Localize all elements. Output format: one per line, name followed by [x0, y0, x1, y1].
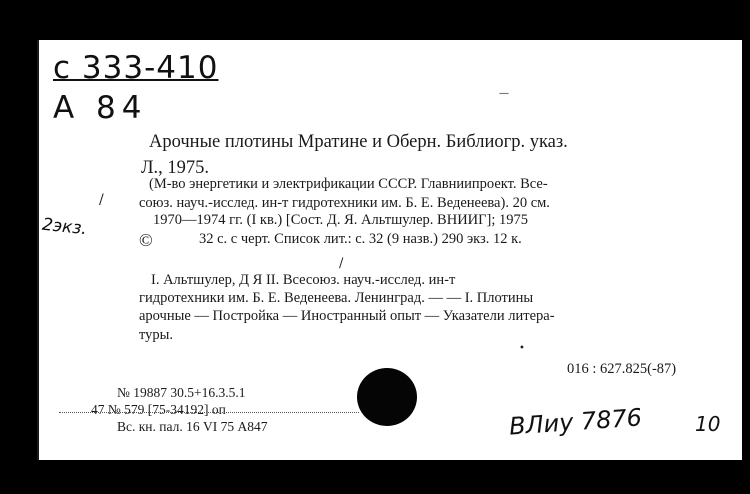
- tracings-line4: туры.: [139, 327, 174, 343]
- publisher-line2: союз. науч.-исслед. ин-т гидротехники им. Б. Е. Веденеева). 20 см.: [139, 195, 550, 211]
- call-number-line2: А 84: [53, 90, 148, 126]
- copyright-symbol: ©: [139, 230, 153, 250]
- tracings-line2: гидротехники им. Б. Е. Веденеева. Ленинград. — — I. Плотины: [139, 290, 534, 306]
- handwritten-shelf-note: ВЛиу 7876: [508, 403, 643, 441]
- publisher-line3: 1970—1974 гг. (I кв.) [Сост. Д. Я. Альтшулер. ВНИИГ]; 1975: [153, 212, 528, 228]
- call-number-line1: с 333-410: [53, 50, 219, 86]
- copies-note: 2экз.: [41, 214, 88, 240]
- scan-edge: [0, 250, 30, 494]
- udc-code: 016 : 627.825(-87): [567, 361, 677, 377]
- publisher-line4: 32 с. с черт. Список лит.: с. 32 (9 назв.) 290 экз. 12 к.: [199, 231, 522, 247]
- publisher-line1: (М-во энергетики и электрификации СССР. Главниипроект. Все-: [149, 176, 548, 192]
- footer-line2: 47 № 579 [75-34192] оп: [91, 402, 226, 417]
- imprint-line: Л., 1975.: [141, 158, 210, 178]
- handwritten-page-number: 10: [695, 412, 721, 436]
- stray-mark: /: [339, 256, 344, 271]
- catalog-card: [37, 40, 742, 460]
- tracings-line1: I. Альтшулер, Д Я II. Всесоюз. науч.-исслед. ин-т: [151, 272, 456, 288]
- ink-blot: [357, 368, 417, 426]
- tracings-line3: арочные — Постройка — Иностранный опыт — Указатели литера-: [139, 308, 555, 324]
- footer-line3: Вс. кн. пал. 16 VI 75 А847: [117, 419, 268, 434]
- stray-mark: •: [519, 343, 525, 354]
- title-line: Арочные плотины Мратине и Оберн. Библиогр. указ.: [149, 132, 568, 152]
- footer-line1: № 19887 30.5+16.3.5.1: [117, 385, 246, 400]
- stray-mark: —: [499, 88, 509, 99]
- pencil-mark: /: [99, 192, 104, 208]
- footer-dotted-rule: [59, 412, 359, 413]
